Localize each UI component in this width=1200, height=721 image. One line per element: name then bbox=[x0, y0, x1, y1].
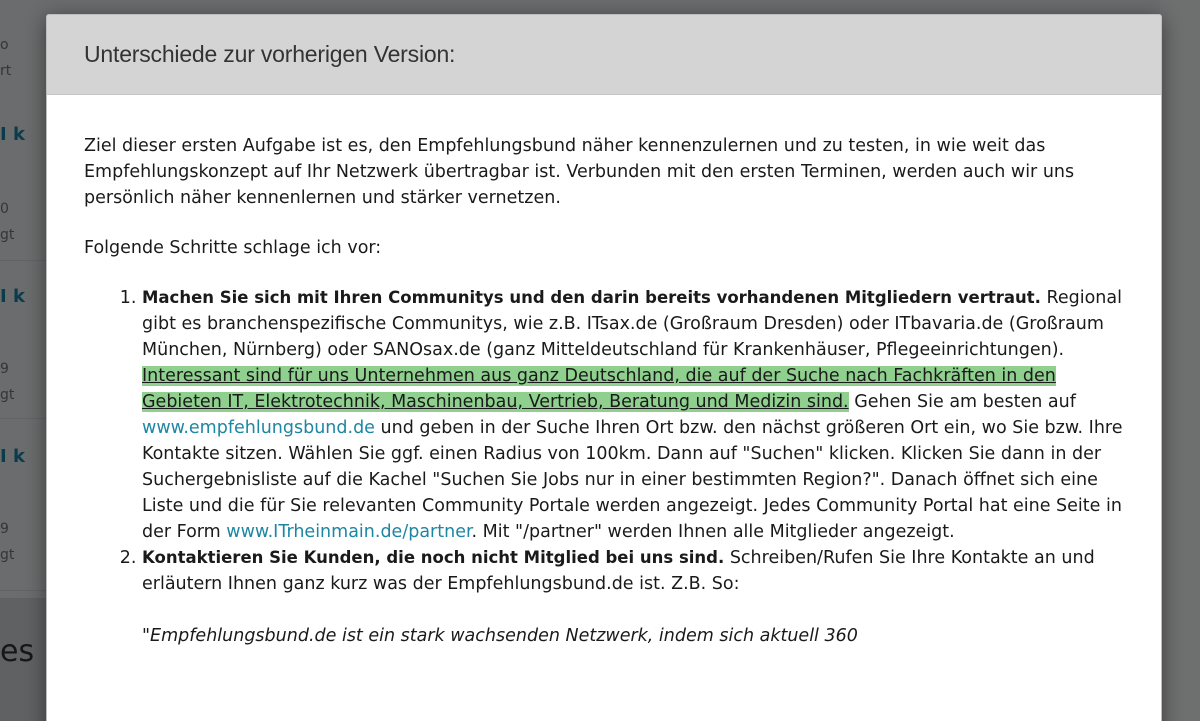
step-1-text: Regional gibt es branchenspezifische Communitys, wie z.B. ITsax.de (Großraum Dresden) oder ITbavaria.de (Großraum München, Nürnberg) oder SANOsax.de (ganz Mitteldeutschland für Krankenhäuser, Pflegeeinrichtungen). bbox=[142, 288, 1122, 360]
steps-intro: Folgende Schritte schlage ich vor: bbox=[84, 238, 382, 258]
modal-title: Unterschiede zur vorherigen Version: bbox=[84, 41, 456, 67]
step-1-lead: Machen Sie sich mit Ihren Communitys und den darin bereits vorhandenen Mitgliedern vertraut. bbox=[142, 288, 1041, 307]
intro-paragraph: Ziel dieser ersten Aufgabe ist es, den Empfehlungsbund näher kennenzulernen und zu testen, in wie weit das Empfehlungskonzept auf Ihr Netzwerk übertragbar ist. Verbunden mit den ersten Terminen, werden auch wir uns persönlich näher kennenlernen und stärker vernetzen. bbox=[84, 136, 1075, 208]
empfehlungsbund-link[interactable]: www.empfehlungsbund.de bbox=[142, 418, 375, 438]
modal-body bbox=[47, 95, 1161, 649]
step-2-text: Schreiben/Rufen Sie Ihre Kontakte an und erläutern Ihnen ganz kurz was der Empfehlungsbund.de ist. Z.B. So: bbox=[142, 548, 1095, 594]
diff-modal bbox=[46, 14, 1162, 721]
partner-page-link[interactable]: www.ITrheinmain.de/partner bbox=[226, 522, 472, 542]
example-quote: "Empfehlungsbund.de ist ein stark wachsenden Netzwerk, indem sich aktuell 360 bbox=[142, 626, 858, 646]
modal-header bbox=[47, 15, 1161, 95]
step-1-text-end: . Mit "/partner" werden Ihnen alle Mitglieder angezeigt. bbox=[471, 522, 955, 542]
steps-list bbox=[84, 285, 1123, 649]
step-1-text-mid2: und geben in der Suche Ihren Ort bzw. den nächst größeren Ort ein, wo Sie bzw. Ihre Kontakte sitzen. Wählen Sie ggf. einen Radius von 100km. Dann auf "Suchen" klicken. Klicken Sie dann in der Suchergebnisliste auf die Kachel "Suchen Sie Jobs nur in einer bestimmten Region?". Danach öffnet sich eine Liste und die für Sie relevanten Community Portale werden angezeigt. Jedes Community Portal hat eine Seite in der Form bbox=[142, 418, 1123, 542]
step-2-lead: Kontaktieren Sie Kunden, die noch nicht Mitglied bei uns sind. bbox=[142, 548, 725, 567]
step-1-text-mid: Gehen Sie am besten auf bbox=[848, 392, 1076, 412]
step-1-highlighted-text: Interessant sind für uns Unternehmen aus ganz Deutschland, die auf der Suche nach Fachkräften in den Gebieten IT, Elektrotechnik, Maschinenbau, Vertrieb, Beratung und Medizin sind. bbox=[142, 366, 1056, 412]
step-item-2 bbox=[142, 545, 1123, 649]
step-item-1 bbox=[142, 285, 1123, 545]
